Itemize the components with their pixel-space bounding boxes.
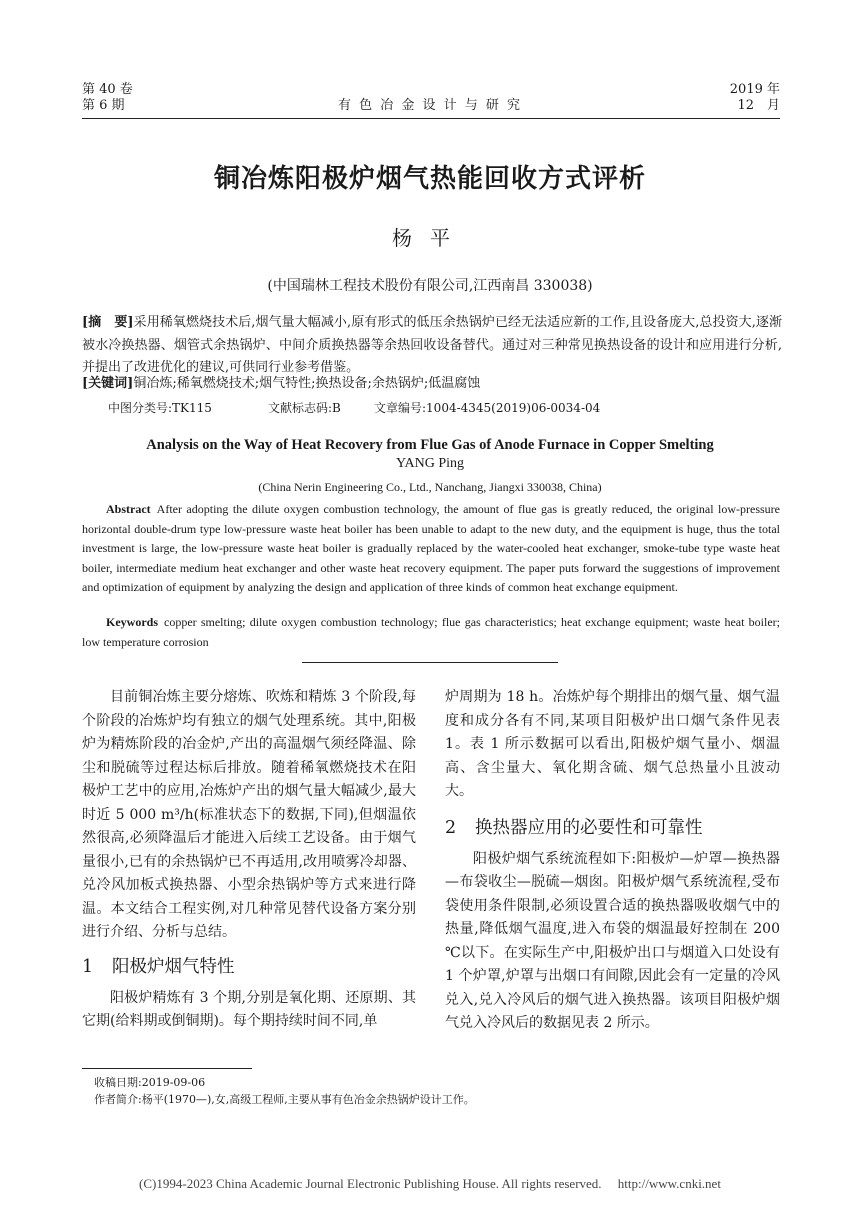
english-abstract-label: Abstract	[106, 502, 151, 516]
section-1-continued: 炉周期为 18 h。冶炼炉每个期排出的烟气量、烟气温度和成分各有不同,某项目阳极炉出口烟气条件见表 1。表 1 所示数据可以看出,阳极炉烟气量小、烟温高、含尘量大、氧化期含硫、烟气总热量小且波动大。	[445, 689, 780, 799]
abstract-cn-text: 采用稀氧燃烧技术后,烟气量大幅减小,原有形式的低压余热锅炉已经无法适应新的工作,且设备庞大,总投资大,逐渐被水冷换热器、烟管式余热锅炉、中间介质换热器等余热回收设备替代。通过对三种常见换热设备的设计和应用进行分析,并提出了改进优化的建议,可供同行业参考借鉴。	[82, 315, 782, 375]
clc-number: 中图分类号:TK115	[108, 401, 212, 415]
section-2-paragraph: 阳极炉烟气系统流程如下:阳极炉—炉罩—换热器—布袋收尘—脱硫—烟囱。阳极炉烟气系统流程,受布袋使用条件限制,必须设置合适的换热器吸收烟气中的热量,降低烟气温度,进入布袋的烟温最好控制在 200 ℃以下。在实际生产中,阳极炉出口与烟道入口处设有 1 个炉罩,炉罩与出烟口有间隙,因此会有一定量的冷风兑入,兑入冷风后的烟气进入换热器。该项目阳极炉烟气兑入冷风后的数据见表 2 所示。	[445, 850, 780, 1031]
english-keywords-label: Keywords	[106, 615, 158, 629]
year-label: 2019 年	[729, 82, 780, 97]
english-abstract-text: After adopting the dilute oxygen combustion technology, the amount of flue gas is greatly reduced, the original low-pressure horizontal double-drum type low-pressure waste heat boiler has been unable to adapt to the new duty, and the equipment is huge, thus the total investment is large, the low-pressure waste heat boiler is gradually replaced by the water-cooled heat exchanger, smoke-tube type waste heat boiler, intermediate medium heat exchanger and other waste heat recovery equipment. The paper puts forward the suggestions of improvement and optimization of equipment by analyzing the design and application of three kinds of common heat exchange equipment.	[82, 502, 780, 595]
author-bio: 作者简介:杨平(1970—),女,高级工程师,主要从事有色冶金余热锅炉设计工作。	[94, 1093, 475, 1106]
english-affiliation: (China Nerin Engineering Co., Ltd., Nanchang, Jiangxi 330038, China)	[258, 480, 602, 494]
footnote-rule	[82, 1068, 252, 1069]
classification-line	[108, 399, 600, 416]
abstract-separator	[302, 662, 558, 663]
section-2-number: 2	[445, 817, 457, 838]
english-keywords	[82, 613, 780, 652]
abstract-cn-label: [摘 要]	[82, 315, 134, 330]
intro-paragraph: 目前铜冶炼主要分熔炼、吹炼和精炼 3 个阶段,每个阶段的冶炼炉均有独立的烟气处理系统。其中,阳极炉为精炼阶段的冶金炉,产出的高温烟气须经降温、除尘和脱硫等过程达标后排放。随着稀氧燃烧技术在阳极炉工艺中的应用,冶炼炉产出的烟气量大幅减少,最大时近 5 000 m³/h(标准状态下的数据,下同),但烟温依然很高,必须降温后才能进入后续工艺设备。由于烟气量很小,已有的余热锅炉已不再适用,改用喷雾冷却器、兑冷风加板式换热器、小型余热锅炉等方式来进行降温。本文结合工程实例,对几种常见替代设备方案分别进行介绍、分析与总结。	[82, 689, 416, 940]
volume-label: 第 40 卷	[82, 82, 133, 97]
month-label: 12 月	[737, 98, 780, 113]
section-1-paragraph: 阳极炉精炼有 3 个期,分别是氧化期、还原期、其它期(给料期或倒铜期)。每个期持续时间不同,单	[82, 989, 416, 1029]
abstract-cn	[82, 312, 782, 380]
copyright-notice: (C)1994-2023 China Academic Journal Electronic Publishing House. All rights reserved. http://www.cnki.net	[139, 1176, 721, 1191]
affiliation: (中国瑞林工程技术股份有限公司,江西南昌 330038)	[267, 278, 593, 294]
paper-title: 铜冶炼阳极炉烟气热能回收方式评析	[213, 164, 646, 194]
keywords-cn-text: 铜冶炼;稀氧燃烧技术;烟气特性;换热设备;余热锅炉;低温腐蚀	[133, 376, 481, 391]
received-date: 收稿日期:2019-09-06	[94, 1076, 206, 1089]
keywords-cn-label: [关键词]	[82, 376, 134, 391]
header-rule	[82, 118, 780, 119]
issue-label: 第 6 期	[82, 98, 125, 113]
left-column	[82, 686, 416, 1034]
english-author: YANG Ping	[395, 456, 465, 471]
section-1-number: 1	[82, 956, 94, 977]
english-title: Analysis on the Way of Heat Recovery from Flue Gas of Anode Furnace in Copper Smelting	[146, 437, 714, 453]
section-1-title: 阳极炉烟气特性	[112, 956, 235, 977]
article-number: 文章编号:1004-4345(2019)06-0034-04	[374, 401, 601, 415]
english-keywords-text: copper smelting; dilute oxygen combustion technology; flue gas characteristics; heat exchange equipment; waste heat boiler; low temperature corrosion	[82, 615, 780, 649]
author-name: 杨平	[392, 226, 468, 250]
section-1-heading	[82, 953, 416, 981]
english-abstract	[82, 500, 780, 598]
section-2-heading	[445, 814, 780, 842]
keywords-cn	[82, 374, 782, 394]
journal-name: 有 色 冶 金 设 计 与 研 究	[337, 98, 523, 113]
document-code: 文献标志码:B	[268, 401, 341, 415]
section-2-title: 换热器应用的必要性和可靠性	[475, 817, 703, 838]
right-column	[445, 686, 780, 1036]
